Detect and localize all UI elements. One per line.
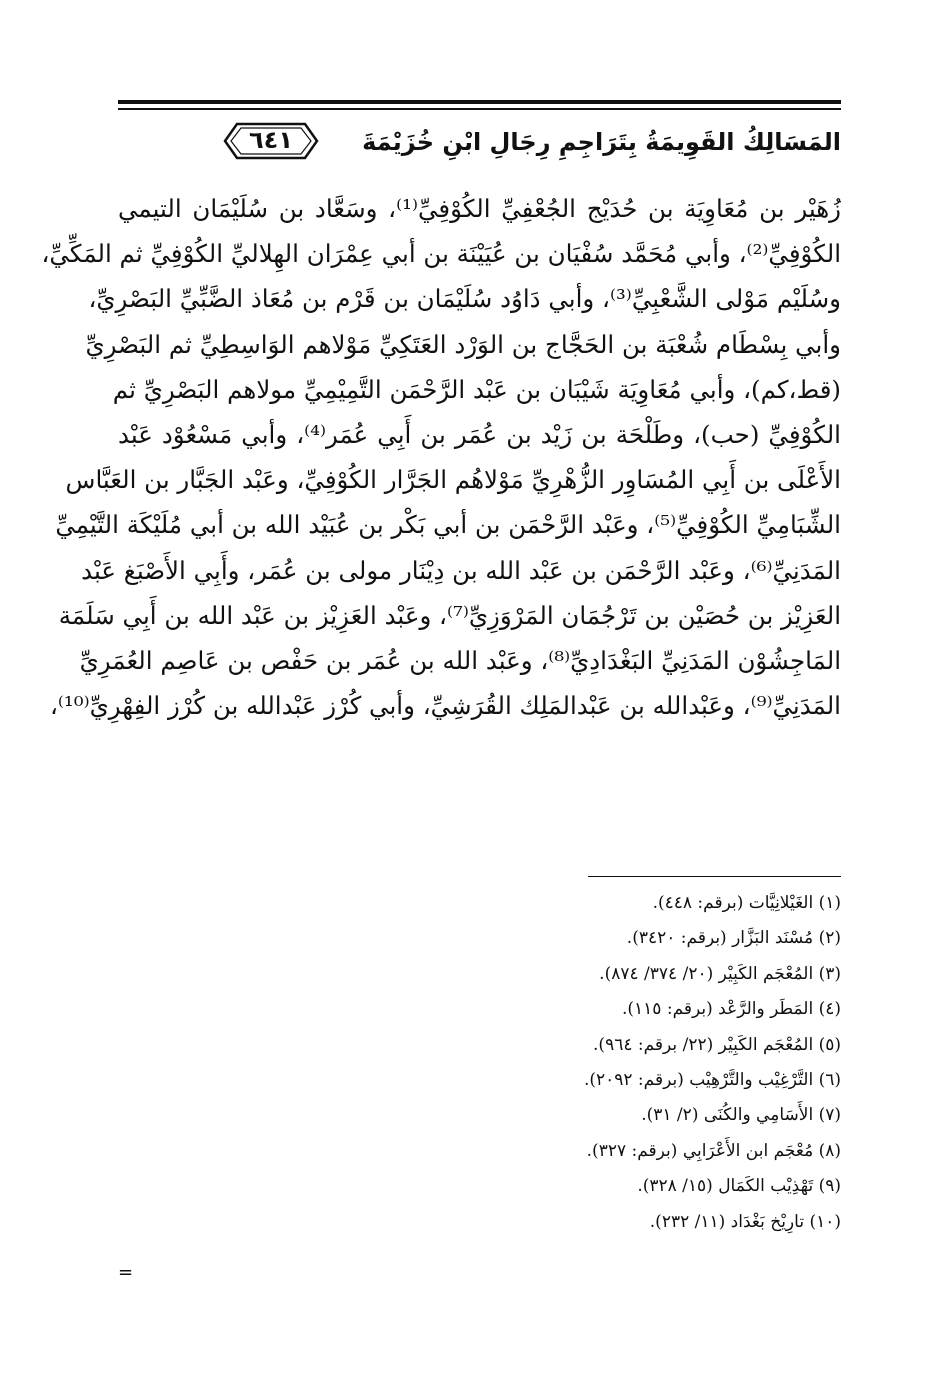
footnote-item: (٥) المُعْجَم الكَبِيْر (٢٢/ برقم: ٩٦٤). [593, 1034, 841, 1055]
text-line: الكُوْفِيِّ (حب)، وطَلْحَة بن زَيْد بن عُمَر بن أَبِي عُمَر⁽⁴⁾، وأبي مَسْعُوْد عَبْد [118, 419, 841, 449]
main-text [41, 186, 841, 728]
text-line: العَزِيْز بن حُصَيْن بن تَرْجُمَان المَرْوَزِيِّ⁽⁷⁾، وعَبْد العَزِيْز بن عَبْد الله بن أَبِي سَلَمَة [58, 600, 841, 630]
footnote-item: (٢) مُسْنَد البَزَّار (برقم: ٣٤٢٠). [626, 928, 841, 949]
page-number: ٦٤١ [249, 126, 293, 154]
footnote-item: (٣) المُعْجَم الكَبِيْر (٢٠/ ٣٧٤/ ٨٧٤). [599, 963, 841, 984]
header-rule-thin [118, 108, 841, 110]
text-line: المَاجِشُوْن المَدَنِيِّ البَغْدَادِيِّ⁽⁸⁾، وعَبْد الله بن عُمَر بن حَفْص بن عَاصِم العُمَرِيِّ [79, 645, 841, 675]
footnote-item: (٨) مُعْجَم ابن الأَعْرَابِي (برقم: ٣٢٧). [586, 1140, 841, 1161]
footnote-item: (٦) التَّرْغِيْب والتَّرْهِيْب (برقم: ٢٠٩٢). [583, 1069, 841, 1090]
footnote-item: (٧) الأَسَامِي والكُنَى (٢/ ٣١). [641, 1105, 841, 1126]
text-line: الأَعْلَى بن أَبِي المُسَاوِر الزُّهْرِيِّ مَوْلاهُم الجَرَّار الكُوْفِيِّ، وعَبْد الجَبَّار بن العَبَّاس [65, 465, 841, 495]
text-line: المَدَنِيِّ⁽⁹⁾، وعَبْدالله بن عَبْدالمَلِك القُرَشِيِّ، وأبي كُرْز عَبْدالله بن كُرْز الفِهْرِيِّ⁽¹⁰⁾، [49, 691, 841, 721]
footnote-item: (١) الغَيْلانِيَّات (برقم: ٤٤٨). [652, 893, 841, 913]
footnotes [421, 886, 841, 1240]
text-line: زُهَيْر بن مُعَاوِيَة بن حُدَيْج الجُعْفِيِّ الكُوْفِيِّ⁽¹⁾، وسَعَّاد بن سُلَيْمَان التيمي [118, 194, 841, 223]
continuation-mark: = [118, 1262, 134, 1283]
footnote-item: (٩) تَهْذِيْب الكَمَال (١٥/ ٣٢٨). [637, 1176, 841, 1197]
text-line: الشِّبَامِيِّ الكُوْفِيِّ⁽⁵⁾، وعَبْد الرَّحْمَن بن أبي بَكْر بن عُبَيْد الله بن أبي مُلَيْكَة التَّيْمِيِّ [55, 510, 841, 540]
text-line: وأبي بِسْطَام شُعْبَة بن الحَجَّاج بن الوَرْد العَتَكِيِّ مَوْلاهم الوَاسِطِيِّ ثم البَصْرِيِّ [85, 329, 841, 359]
footnote-item: (١٠) تارِيْخ بَغْدَاد (١١/ ٢٣٢). [649, 1211, 841, 1232]
page-number-badge [223, 118, 319, 164]
text-line: المَدَنِيِّ⁽⁶⁾، وعَبْد الرَّحْمَن بن عَبْد الله بن دِيْنَار مولى بن عُمَر، وأَبِي الأَصْبَغ عَبْد [81, 555, 841, 585]
footnote-item: (٤) المَطَر والرَّعْد (برقم: ١١٥). [621, 999, 841, 1020]
book-title: المَسَالِكُ القَوِيمَةُ بِتَرَاجِمِ رِجَالِ ابْنِ خُزَيْمَةَ [362, 128, 841, 156]
footnote-separator [588, 876, 841, 877]
text-line: وسُلَيْم مَوْلى الشَّعْبِيِّ⁽³⁾، وأبي دَاوُد سُلَيْمَان بن قَرْم بن مُعَاذ الضَّبِّيِّ البَصْرِيِّ، [88, 284, 841, 314]
page-header [118, 96, 841, 168]
text-line: (قط،كم)، وأبي مُعَاوِيَة شَيْبَان بن عَبْد الرَّحْمَن التَّمِيْمِيِّ مولاهم البَصْرِيِّ ثم [112, 374, 841, 404]
text-line: الكُوْفِيِّ⁽²⁾، وأبي مُحَمَّد سُفْيَان بن عُيَيْنَة بن أبي عِمْرَان الهِلاليِّ الكُوْفِيِّ ثم المَكِّيِّ، [41, 239, 841, 269]
header-rule-thick [118, 100, 841, 104]
